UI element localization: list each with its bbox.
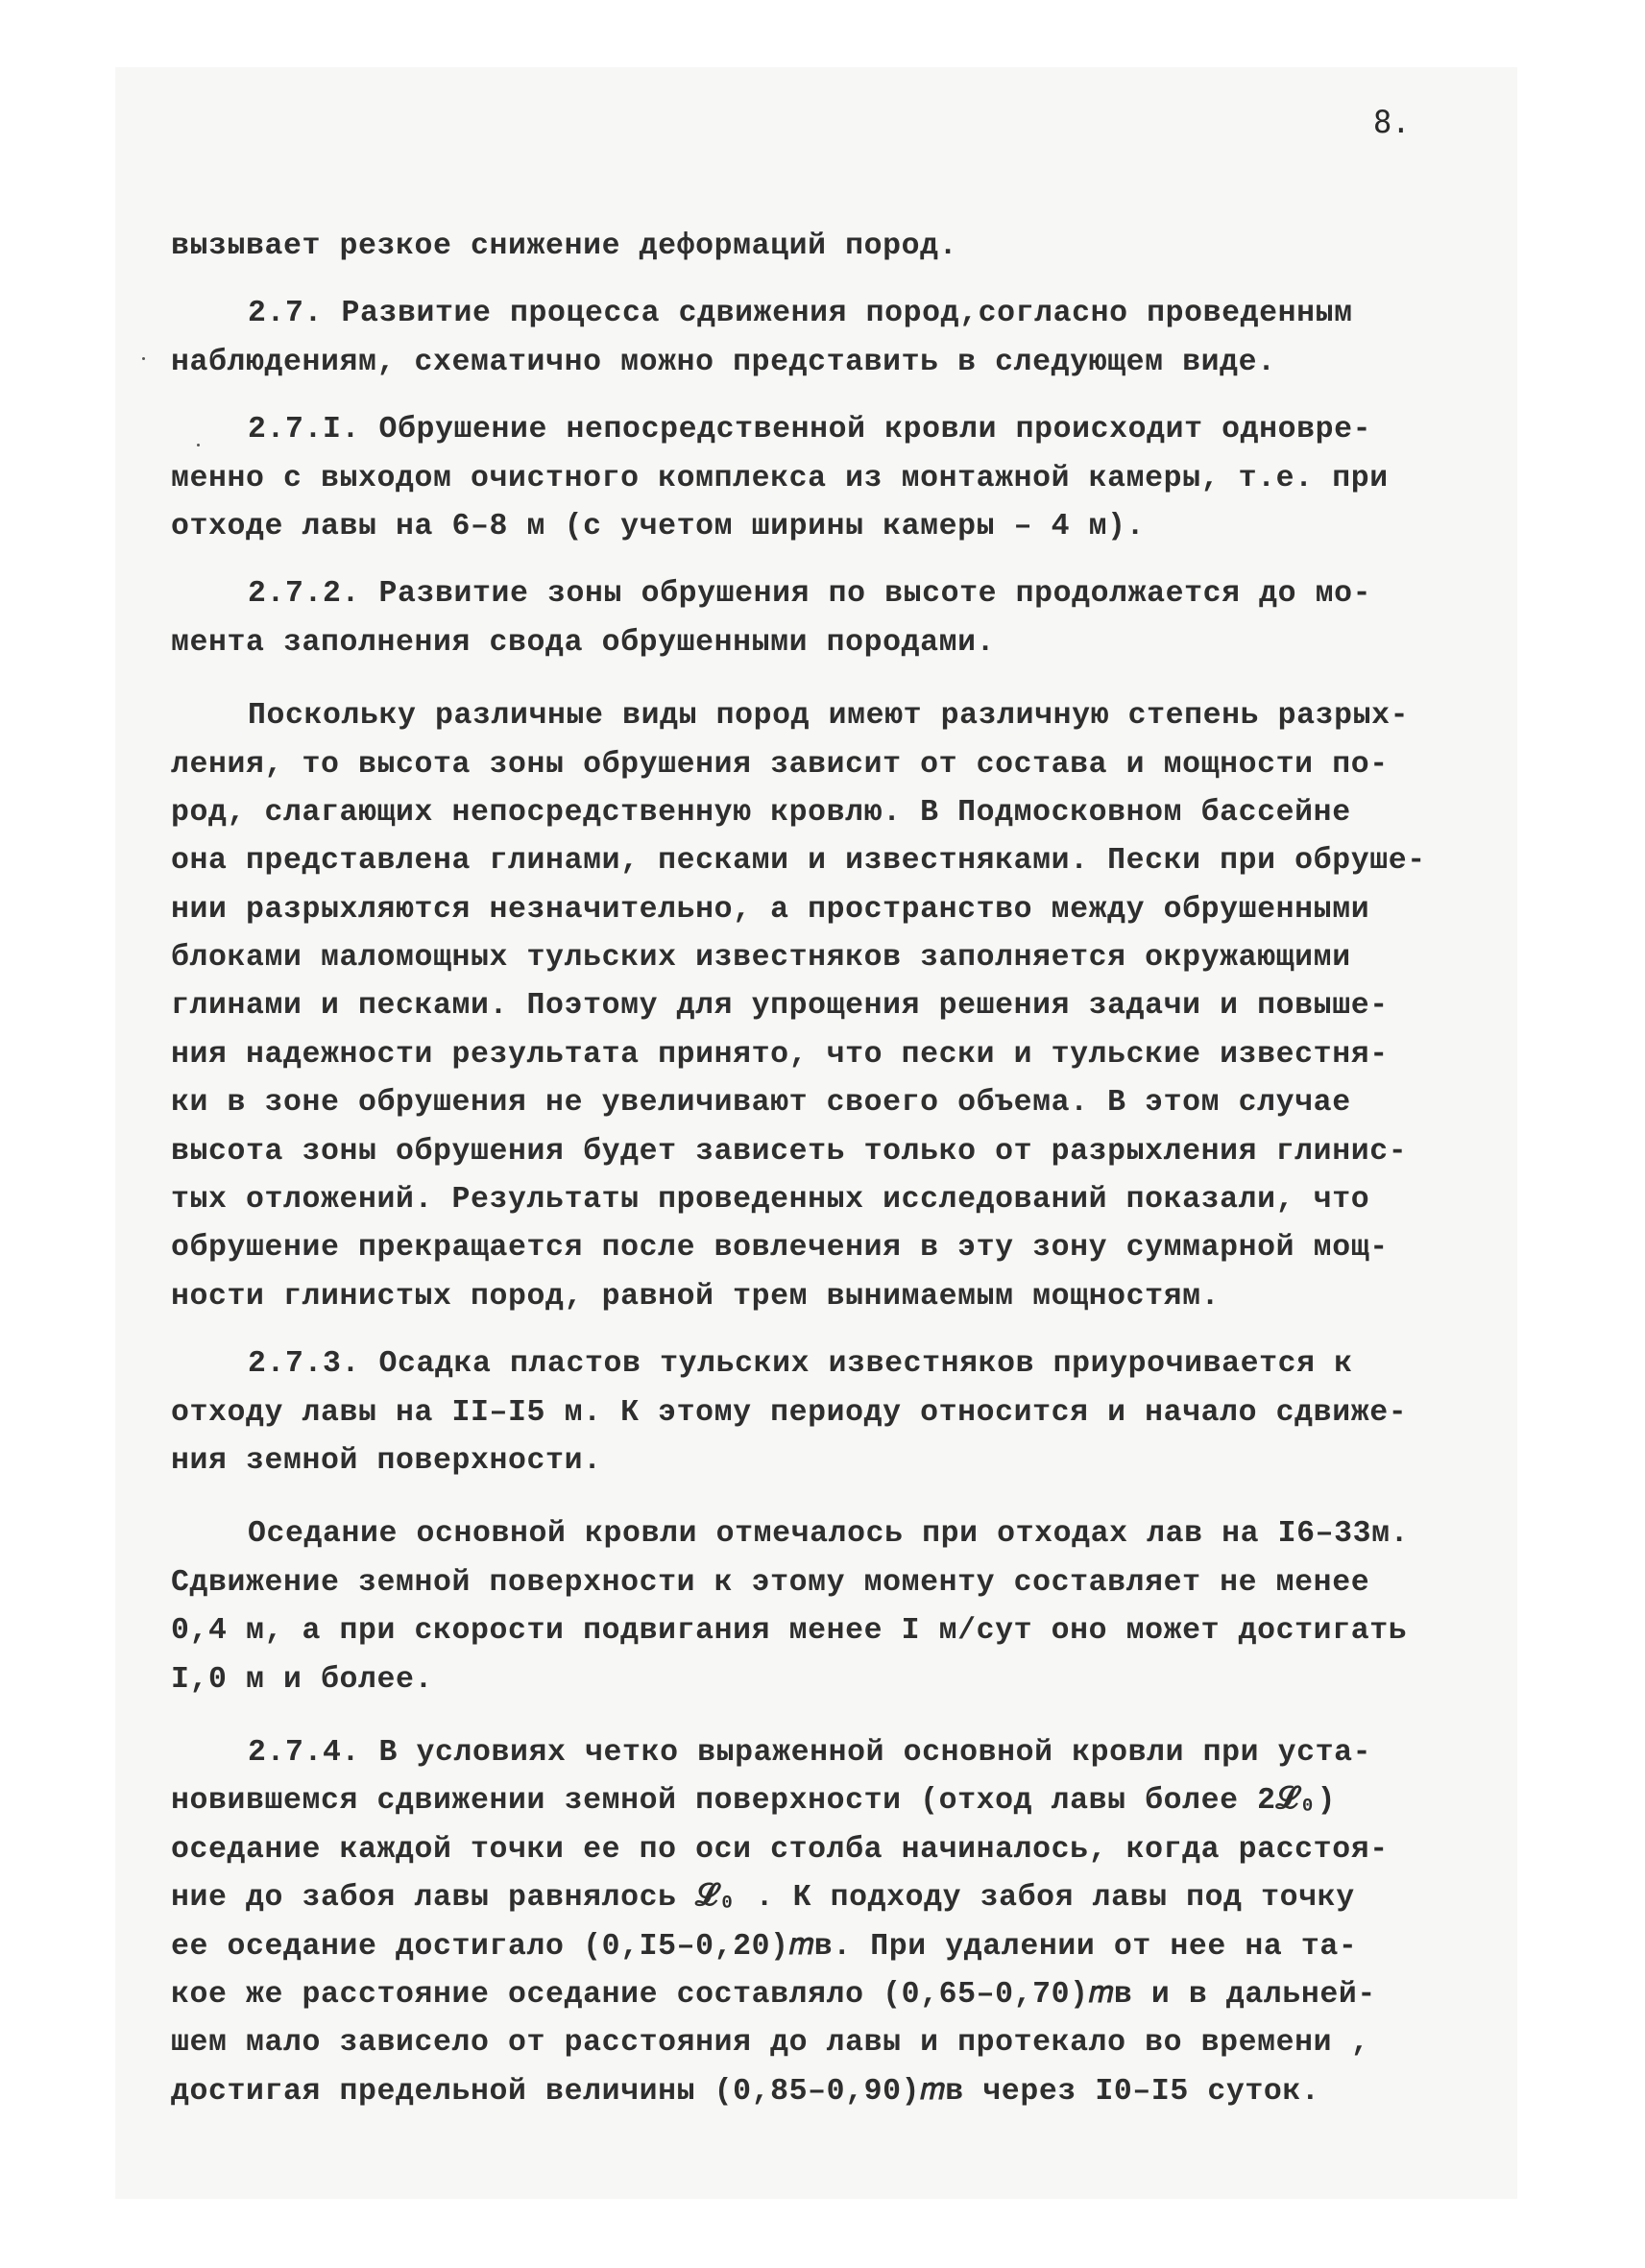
- text-line: высота зоны обрушения будет зависеть только от разрыхления глинис-: [171, 1134, 1408, 1169]
- scan-speck: [197, 444, 200, 446]
- text-line: шем мало зависело от расстояния до лавы и протекало во времени ,: [171, 2026, 1370, 2061]
- text-line: мента заполнения свода обрушенными породами.: [171, 625, 996, 660]
- paragraph-continuation: [171, 223, 1515, 271]
- paragraph-main-roof-settling: [171, 1510, 1515, 1704]
- paragraph-2-7: [171, 290, 1515, 387]
- text-line: I,0 м и более.: [171, 1662, 434, 1697]
- text-line: отходу лавы на II–I5 м. К этому периоду относится и начало сдвиже-: [171, 1395, 1408, 1430]
- text-line: 2.7.2. Развитие зоны обрушения по высоте продолжается до мо-: [248, 577, 1372, 612]
- text-line: 2.7.3. Осадка пластов тульских известняков приурочивается к: [248, 1347, 1353, 1382]
- paragraph-2-7-2: [171, 570, 1515, 667]
- text-line: нии разрыхляются незначительно, а пространство между обрушенными: [171, 892, 1370, 927]
- text-line: наблюдениям, схематично можно представить в следующем виде.: [171, 345, 1276, 379]
- text-line: Сдвижение земной поверхности к этому моменту составляет не менее: [171, 1565, 1370, 1600]
- text-line: ния надежности результата принято, что пески и тульские известня-: [171, 1037, 1389, 1072]
- text-line: 0,4 м, а при скорости подвигания менее I м/сут оно может достигать: [171, 1614, 1408, 1649]
- text-line: 2.7.I. Обрушение непосредственной кровли происходит одновре-: [248, 413, 1372, 447]
- text-line: кое же расстояние оседание составляло (0,65–0,70)𝑚в и в дальней-: [171, 1977, 1376, 2012]
- text-line: обрушение прекращается после вовлечения в эту зону суммарной мощ-: [171, 1231, 1389, 1266]
- text-line: оседание каждой точки ее по оси столба начиналось, когда расстоя-: [171, 1832, 1389, 1867]
- text-line: ки в зоне обрушения не увеличивают своего объема. В этом случае: [171, 1086, 1351, 1121]
- text-line: род, слагающих непосредственную кровлю. В Подмосковном бассейне: [171, 795, 1351, 830]
- text-line: 2.7. Развитие процесса сдвижения пород,согласно проведенным: [248, 297, 1353, 331]
- text-line: глинами и песками. Поэтому для упрощения решения задачи и повыше-: [171, 989, 1389, 1024]
- text-line: Оседание основной кровли отмечалось при отходах лав на I6–33м.: [248, 1517, 1410, 1552]
- paragraph-rock-loosening: [171, 692, 1515, 1321]
- text-line: Поскольку различные виды пород имеют различную степень разрых-: [248, 699, 1410, 734]
- text-line: ления, то высота зоны обрушения зависит от состава и мощности по-: [171, 747, 1389, 782]
- text-line: ние до забоя лавы равнялось 𝓛₀ . К подходу забоя лавы под точку: [171, 1881, 1355, 1916]
- page-number: 8.: [1373, 104, 1411, 140]
- text-line: отходе лавы на 6–8 м (с учетом ширины камеры – 4 м).: [171, 509, 1146, 543]
- paragraph-2-7-3: [171, 1340, 1515, 1485]
- text-line: ния земной поверхности.: [171, 1443, 602, 1478]
- paragraph-2-7-1: [171, 406, 1515, 551]
- text-line: менно с выходом очистного комплекса из монтажной камеры, т.е. при: [171, 461, 1389, 495]
- document-body: [171, 223, 1515, 2116]
- text-line: блоками маломощных тульских известняков заполняется окружающими: [171, 941, 1351, 976]
- text-line: она представлена глинами, песками и известняками. Пески при обруше-: [171, 844, 1426, 879]
- text-line: ее оседание достигало (0,I5–0,20)𝑚в. При удалении от нее на та-: [171, 1929, 1358, 1964]
- text-line: новившемся сдвижении земной поверхности (отход лавы более 2𝓛₀): [171, 1784, 1337, 1819]
- text-line: вызывает резкое снижение деформаций пород.: [171, 229, 958, 263]
- scan-speck: [142, 357, 145, 360]
- text-line: 2.7.4. В условиях четко выраженной основной кровли при уста-: [248, 1735, 1372, 1770]
- paragraph-2-7-4: [171, 1729, 1515, 2116]
- text-line: достигая предельной величины (0,85–0,90)𝑚в через I0–I5 суток.: [171, 2074, 1320, 2109]
- text-line: тых отложений. Результаты проведенных исследований показали, что: [171, 1183, 1370, 1218]
- text-line: ности глинистых пород, равной трем вынимаемым мощностям.: [171, 1279, 1221, 1314]
